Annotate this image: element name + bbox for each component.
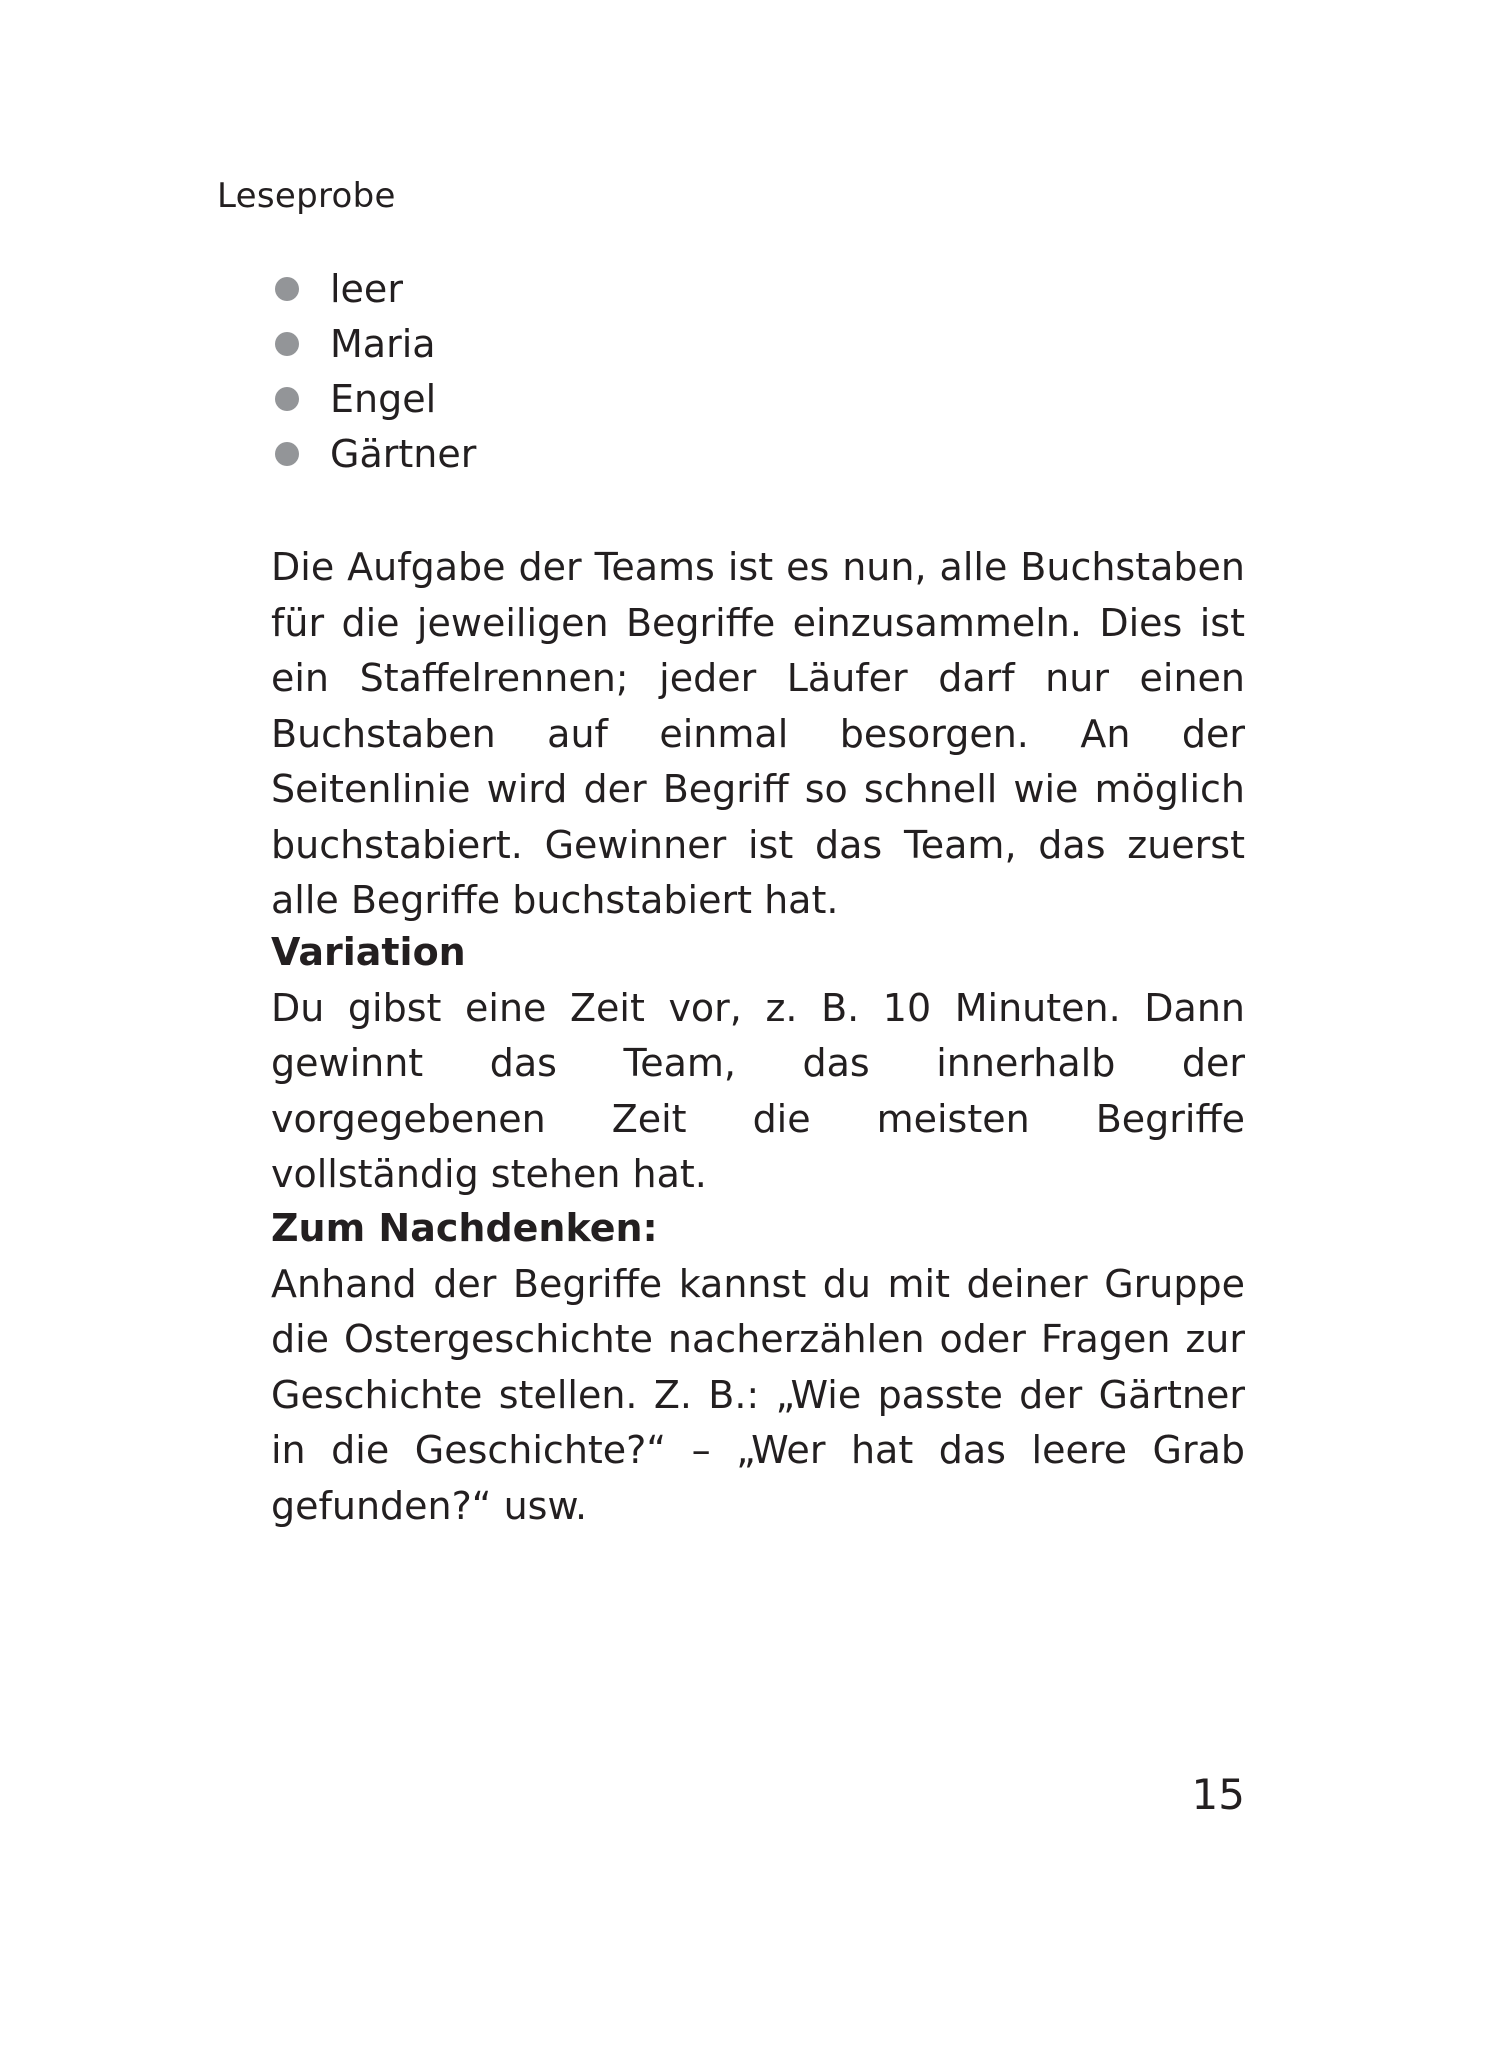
list-item [275,427,476,482]
reflection-paragraph: Anhand der Begriffe kannst du mit deiner Gruppe die Ostergeschichte nacherzählen oder Fragen zur Geschichte stellen. Z. B.: „Wie passte der Gärtner in die Geschichte?“ – „Wer hat das leere Grab gefunden?“ usw. [271,1261,1245,1528]
bullet-icon [275,277,299,301]
list-item [275,262,476,317]
variation-heading: Variation [271,930,466,974]
term-list [275,262,476,482]
instructions-paragraph: Die Aufgabe der Teams ist es nun, alle Buchstaben für die jeweiligen Begriffe einzusammeln. Dies ist ein Staffelrennen; jeder Läufer darf nur einen Buchstaben auf einmal besorgen. An der Seitenlinie wird der Begriff so schnell wie möglich buchstabiert. Gewinner ist das Team, das zuerst alle Begriffe buchstabiert hat. [271,545,1245,922]
list-item-label: leer [330,267,403,311]
bullet-icon [275,387,299,411]
running-header: Leseprobe [217,176,396,216]
reflection-section [271,1201,1245,1534]
list-item-label: Gärtner [330,432,477,476]
bullet-icon [275,332,299,356]
list-item [275,372,476,427]
instructions-section [271,540,1245,929]
bullet-icon [275,442,299,466]
list-item [275,317,476,372]
list-item-label: Maria [330,322,436,366]
reflection-heading: Zum Nachdenken: [271,1206,658,1250]
variation-paragraph: Du gibst eine Zeit vor, z. B. 10 Minuten. Dann gewinnt das Team, das innerhalb der vorgegebenen Zeit die meisten Begriffe vollständig stehen hat. [271,985,1245,1196]
variation-section [271,925,1245,1203]
list-item-label: Engel [330,377,437,421]
page-number: 15 [1191,1770,1245,1819]
